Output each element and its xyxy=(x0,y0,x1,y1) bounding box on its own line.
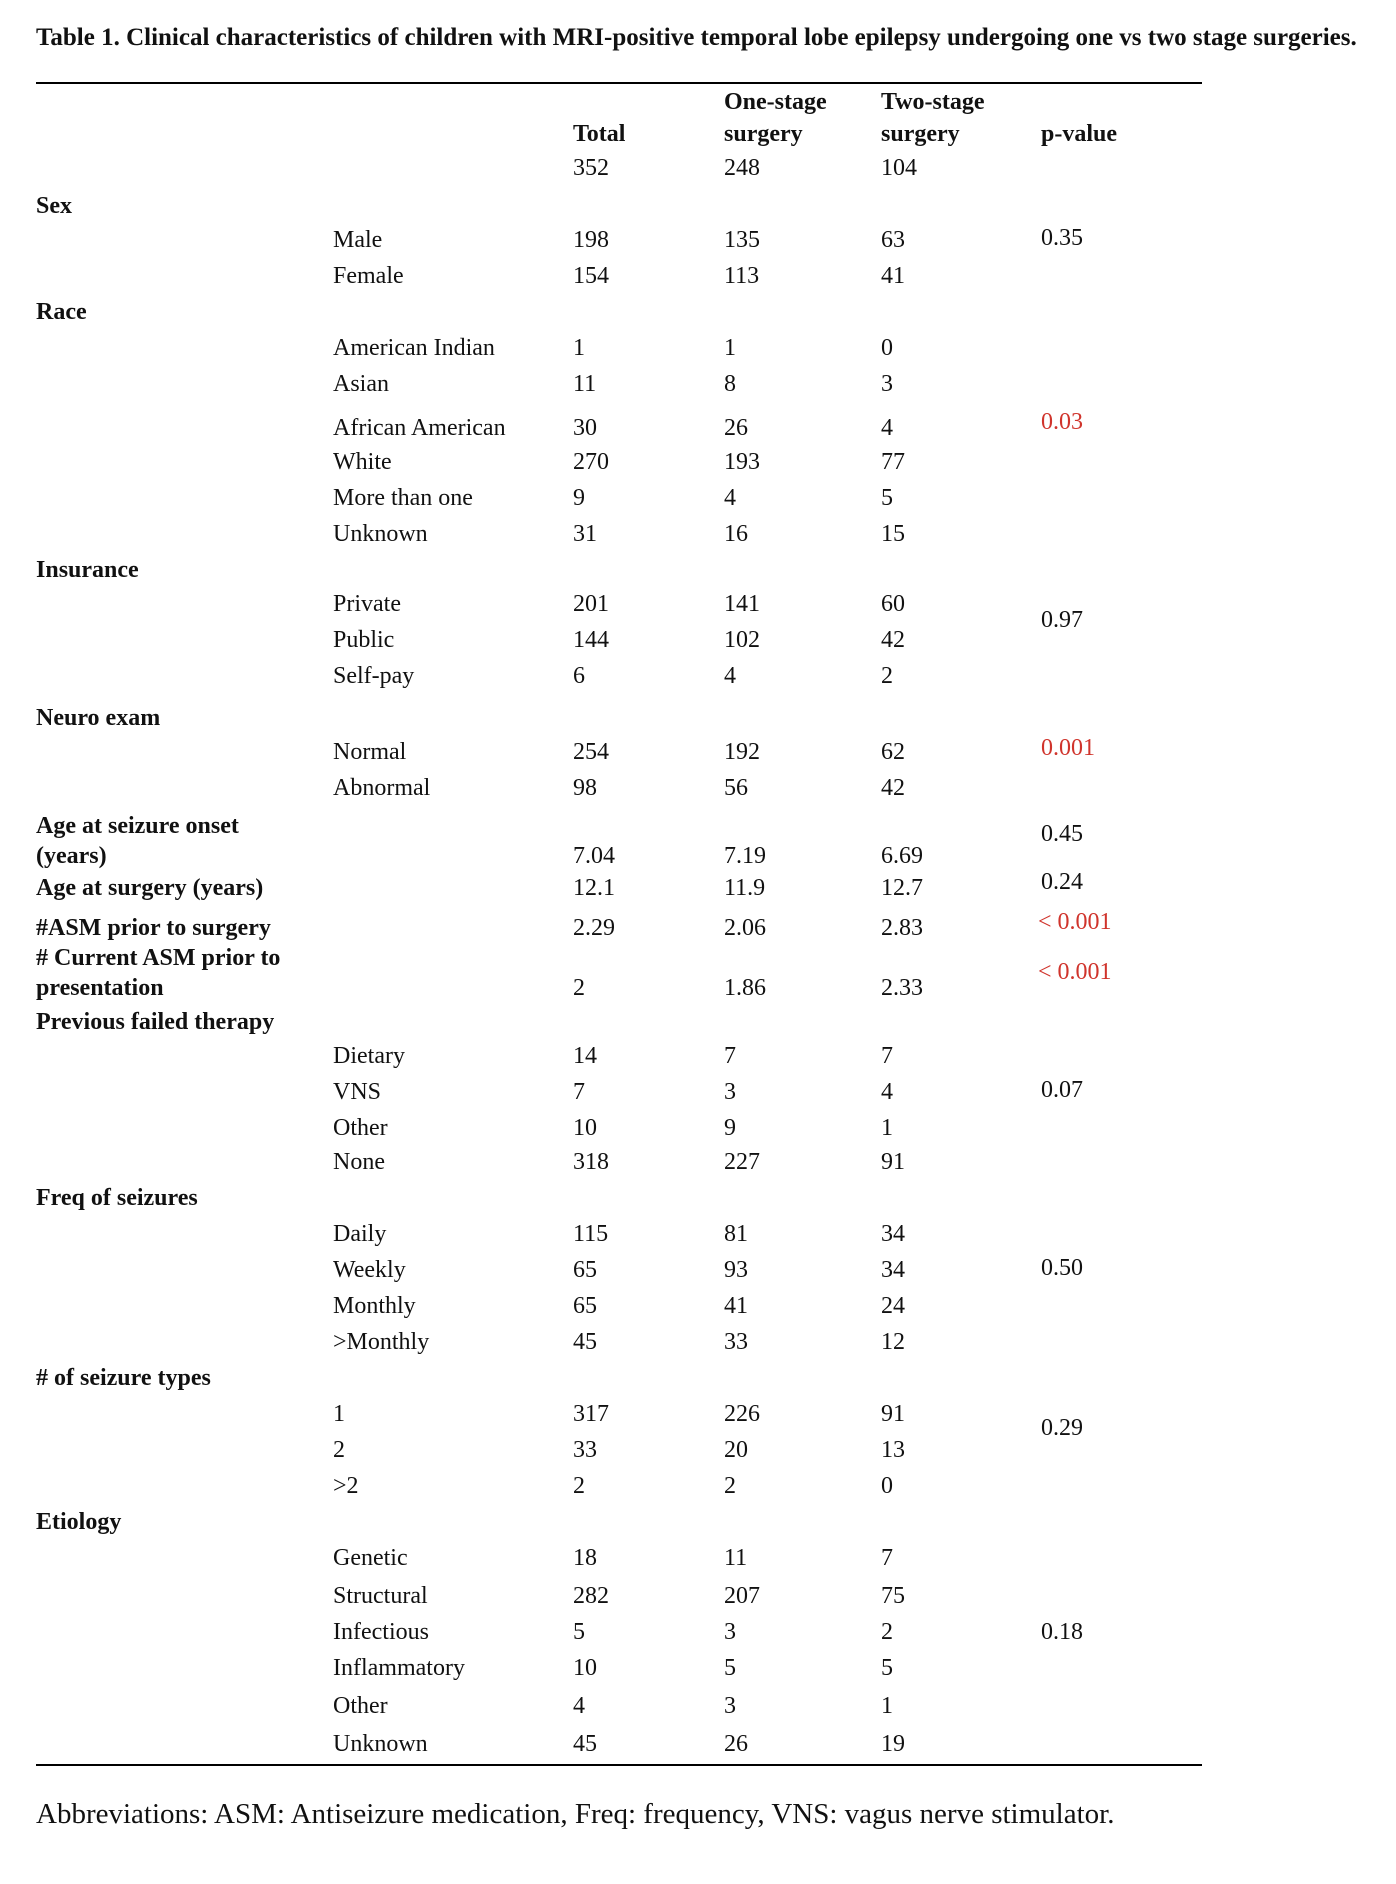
cell-two-stage: 24 xyxy=(881,1293,905,1319)
p-value: 0.35 xyxy=(1041,225,1083,251)
section-label: # Current ASM prior to xyxy=(36,945,281,971)
cell-two-stage: 42 xyxy=(881,775,905,801)
cell-two-stage: 15 xyxy=(881,521,905,547)
cell-total: 270 xyxy=(573,449,609,475)
p-value: 0.45 xyxy=(1041,821,1083,847)
cell-one-stage: 26 xyxy=(724,1731,748,1757)
cell-two-stage: 12.7 xyxy=(881,875,923,901)
cell-total: 201 xyxy=(573,591,609,617)
section-label: Neuro exam xyxy=(36,705,161,731)
row-label: Normal xyxy=(333,739,407,765)
row-label: >2 xyxy=(333,1473,359,1499)
row-label: 2 xyxy=(333,1437,345,1463)
cell-total: 31 xyxy=(573,521,597,547)
cell-total: 65 xyxy=(573,1293,597,1319)
section-label: Age at surgery (years) xyxy=(36,875,264,901)
section-label: Age at seizure onset xyxy=(36,813,239,839)
row-label: Infectious xyxy=(333,1619,429,1645)
footnote: Abbreviations: ASM: Antiseizure medication, Freq: frequency, VNS: vagus nerve stimulator. xyxy=(36,1798,1115,1830)
cell-two-stage: 5 xyxy=(881,1655,893,1681)
cell-one-stage: 102 xyxy=(724,627,760,653)
cell-one-stage: 11 xyxy=(724,1545,748,1571)
cell-two-stage: 3 xyxy=(881,371,893,397)
row-label: Weekly xyxy=(333,1257,406,1283)
cell-one-stage: 11.9 xyxy=(724,875,766,901)
header-two-stage-line1: Two-stage xyxy=(881,89,985,115)
cell-total: 2 xyxy=(573,975,585,1001)
cell-two-stage: 91 xyxy=(881,1149,905,1175)
cell-one-stage: 33 xyxy=(724,1329,748,1355)
cell-one-stage: 7 xyxy=(724,1043,736,1069)
section-label: Freq of seizures xyxy=(36,1185,198,1211)
cell-total: 144 xyxy=(573,627,609,653)
cell-one-stage: 9 xyxy=(724,1115,736,1141)
cell-total: 4 xyxy=(573,1693,585,1719)
header-one-stage-line1: One-stage xyxy=(724,89,827,115)
cell-one-stage: 113 xyxy=(724,263,760,289)
row-label: Unknown xyxy=(333,521,428,547)
cell-one-stage: 1 xyxy=(724,335,736,361)
cell-one-stage: 1.86 xyxy=(724,975,766,1001)
cell-two-stage: 63 xyxy=(881,227,905,253)
row-label: VNS xyxy=(333,1079,382,1105)
cell-one-stage: 5 xyxy=(724,1655,736,1681)
cell-total: 7.04 xyxy=(573,843,615,869)
row-label: Monthly xyxy=(333,1293,416,1319)
cell-two-stage: 4 xyxy=(881,415,893,441)
cell-one-stage: 227 xyxy=(724,1149,760,1175)
row-label: Private xyxy=(333,591,401,617)
cell-two-stage: 0 xyxy=(881,335,893,361)
cell-one-stage: 226 xyxy=(724,1401,760,1427)
cell-two-stage: 34 xyxy=(881,1257,905,1283)
row-label: Dietary xyxy=(333,1043,405,1069)
section-label: (years) xyxy=(36,843,107,869)
p-value: 0.97 xyxy=(1041,607,1083,633)
cell-one-stage: 2.06 xyxy=(724,915,766,941)
row-label: White xyxy=(333,449,392,475)
cell-total: 318 xyxy=(573,1149,609,1175)
cell-total: 33 xyxy=(573,1437,597,1463)
row-label: Abnormal xyxy=(333,775,431,801)
cell-two-stage: 1 xyxy=(881,1115,893,1141)
cell-one-stage: 3 xyxy=(724,1619,736,1645)
row-label: Male xyxy=(333,227,383,253)
cell-one-stage: 3 xyxy=(724,1079,736,1105)
cell-one-stage: 4 xyxy=(724,485,736,511)
cell-two-stage: 60 xyxy=(881,591,905,617)
cell-two-stage: 75 xyxy=(881,1583,905,1609)
section-label: Sex xyxy=(36,193,72,219)
cell-two-stage: 91 xyxy=(881,1401,905,1427)
p-value: 0.03 xyxy=(1041,409,1083,435)
cell-one-stage: 20 xyxy=(724,1437,748,1463)
row-label: Daily xyxy=(333,1221,387,1247)
cell-one-stage: 81 xyxy=(724,1221,748,1247)
cell-one-stage: 193 xyxy=(724,449,760,475)
section-label: # of seizure types xyxy=(36,1365,211,1391)
row-label: Female xyxy=(333,263,404,289)
cell-one-stage: 16 xyxy=(724,521,748,547)
p-value: 0.50 xyxy=(1041,1255,1083,1281)
cell-two-stage: 1 xyxy=(881,1693,893,1719)
table-title: Table 1. Clinical characteristics of children with MRI-positive temporal lobe epilepsy undergoing one vs two stage surgeries. xyxy=(36,24,1357,51)
cell-two-stage: 62 xyxy=(881,739,905,765)
header-one-stage-n: 248 xyxy=(724,155,760,181)
cell-total: 282 xyxy=(573,1583,609,1609)
cell-two-stage: 2.83 xyxy=(881,915,923,941)
cell-one-stage: 2 xyxy=(724,1473,736,1499)
cell-total: 10 xyxy=(573,1655,597,1681)
p-value: < 0.001 xyxy=(1038,959,1112,985)
cell-total: 2 xyxy=(573,1473,585,1499)
cell-two-stage: 0 xyxy=(881,1473,893,1499)
header-one-stage-line2: surgery xyxy=(724,121,803,147)
header-p-value: p-value xyxy=(1041,121,1118,147)
cell-total: 1 xyxy=(573,335,585,361)
row-label: None xyxy=(333,1149,385,1175)
row-label: Other xyxy=(333,1693,388,1719)
cell-total: 45 xyxy=(573,1731,597,1757)
section-label: Insurance xyxy=(36,557,139,583)
cell-two-stage: 41 xyxy=(881,263,905,289)
cell-one-stage: 207 xyxy=(724,1583,760,1609)
cell-one-stage: 141 xyxy=(724,591,760,617)
cell-two-stage: 77 xyxy=(881,449,905,475)
cell-one-stage: 192 xyxy=(724,739,760,765)
cell-one-stage: 8 xyxy=(724,371,736,397)
cell-two-stage: 2.33 xyxy=(881,975,923,1001)
cell-total: 115 xyxy=(573,1221,609,1247)
top-rule xyxy=(36,82,1202,84)
cell-two-stage: 7 xyxy=(881,1043,893,1069)
cell-total: 254 xyxy=(573,739,609,765)
cell-one-stage: 135 xyxy=(724,227,760,253)
p-value: 0.24 xyxy=(1041,869,1083,895)
cell-total: 7 xyxy=(573,1079,585,1105)
cell-two-stage: 4 xyxy=(881,1079,893,1105)
cell-two-stage: 2 xyxy=(881,663,893,689)
cell-two-stage: 6.69 xyxy=(881,843,923,869)
row-label: Other xyxy=(333,1115,388,1141)
p-value: 0.001 xyxy=(1041,735,1095,761)
header-total-n: 352 xyxy=(573,155,609,181)
cell-total: 5 xyxy=(573,1619,585,1645)
cell-two-stage: 42 xyxy=(881,627,905,653)
section-label: Race xyxy=(36,299,87,325)
cell-total: 12.1 xyxy=(573,875,615,901)
row-label: African American xyxy=(333,415,506,441)
row-label: Public xyxy=(333,627,395,653)
cell-one-stage: 4 xyxy=(724,663,736,689)
p-value: 0.29 xyxy=(1041,1415,1083,1441)
row-label: Inflammatory xyxy=(333,1655,465,1681)
section-label: presentation xyxy=(36,975,164,1001)
section-label: #ASM prior to surgery xyxy=(36,915,271,941)
cell-total: 30 xyxy=(573,415,597,441)
cell-total: 14 xyxy=(573,1043,597,1069)
cell-total: 10 xyxy=(573,1115,597,1141)
header-two-stage-line2: surgery xyxy=(881,121,960,147)
cell-total: 45 xyxy=(573,1329,597,1355)
cell-two-stage: 34 xyxy=(881,1221,905,1247)
row-label: More than one xyxy=(333,485,473,511)
cell-one-stage: 56 xyxy=(724,775,748,801)
cell-one-stage: 26 xyxy=(724,415,748,441)
cell-total: 198 xyxy=(573,227,609,253)
p-value: 0.18 xyxy=(1041,1619,1083,1645)
cell-two-stage: 5 xyxy=(881,485,893,511)
cell-total: 11 xyxy=(573,371,597,397)
p-value: < 0.001 xyxy=(1038,909,1112,935)
row-label: Self-pay xyxy=(333,663,415,689)
p-value: 0.07 xyxy=(1041,1077,1083,1103)
row-label: American Indian xyxy=(333,335,495,361)
cell-two-stage: 19 xyxy=(881,1731,905,1757)
cell-total: 9 xyxy=(573,485,585,511)
cell-total: 6 xyxy=(573,663,585,689)
cell-two-stage: 13 xyxy=(881,1437,905,1463)
header-total: Total xyxy=(573,121,626,147)
section-label: Etiology xyxy=(36,1509,122,1535)
row-label: >Monthly xyxy=(333,1329,430,1355)
cell-one-stage: 93 xyxy=(724,1257,748,1283)
cell-two-stage: 2 xyxy=(881,1619,893,1645)
cell-total: 65 xyxy=(573,1257,597,1283)
cell-two-stage: 12 xyxy=(881,1329,905,1355)
cell-two-stage: 7 xyxy=(881,1545,893,1571)
row-label: Structural xyxy=(333,1583,428,1609)
row-label: Unknown xyxy=(333,1731,428,1757)
cell-one-stage: 41 xyxy=(724,1293,748,1319)
row-label: 1 xyxy=(333,1401,345,1427)
cell-total: 98 xyxy=(573,775,597,801)
cell-one-stage: 7.19 xyxy=(724,843,766,869)
cell-total: 154 xyxy=(573,263,609,289)
cell-total: 18 xyxy=(573,1545,597,1571)
header-two-stage-n: 104 xyxy=(881,155,917,181)
cell-total: 317 xyxy=(573,1401,609,1427)
section-label: Previous failed therapy xyxy=(36,1009,275,1035)
row-label: Genetic xyxy=(333,1545,408,1571)
cell-one-stage: 3 xyxy=(724,1693,736,1719)
bottom-rule xyxy=(36,1764,1202,1766)
cell-total: 2.29 xyxy=(573,915,615,941)
row-label: Asian xyxy=(333,371,389,397)
